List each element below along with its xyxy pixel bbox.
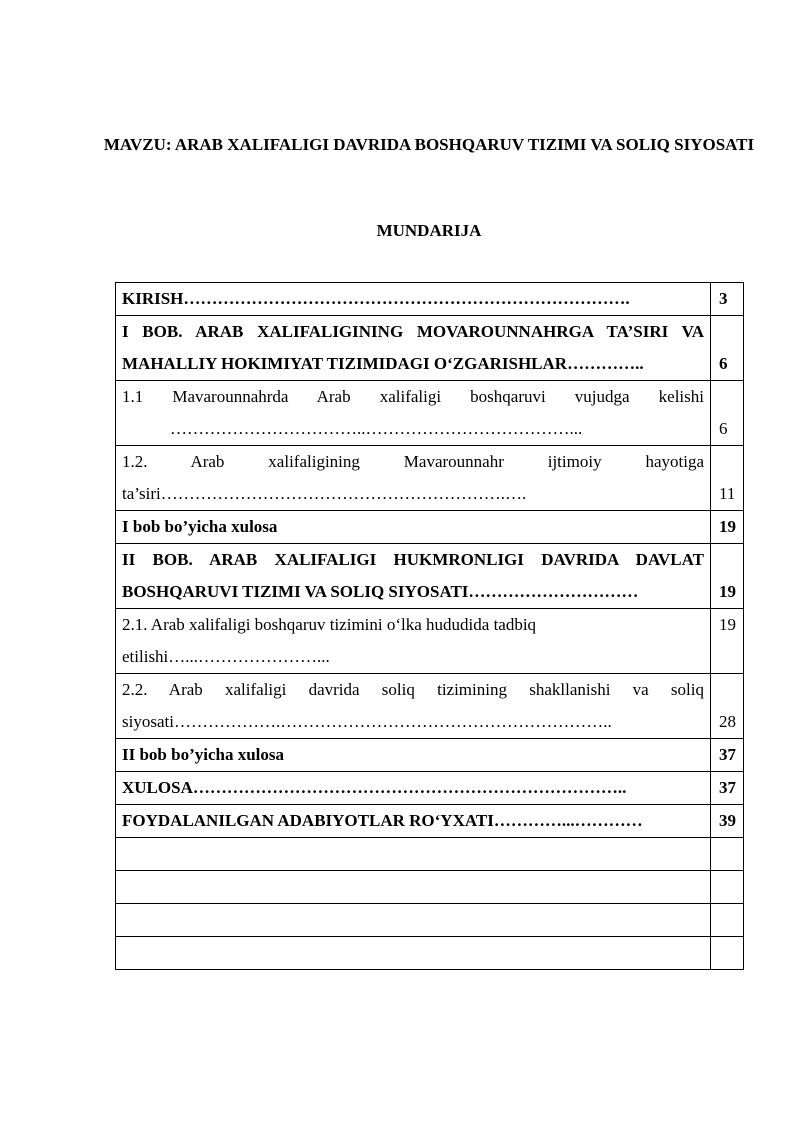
toc-entry-text: I BOB. ARAB XALIFALIGINING MOVAROUNNAHRGA TA’SIRI VA MAHALLIY HOKIMIYAT TIZIMIDAGI O‘ZGARISHLAR…………..: [116, 316, 711, 381]
empty-cell: [711, 838, 744, 871]
toc-row-chapter-1: [116, 316, 744, 381]
toc-empty-row: [116, 838, 744, 871]
toc-entry-text: II BOB. ARAB XALIFALIGI HUKMRONLIGI DAVRIDA DAVLAT BOSHQARUVI TIZIMI VA SOLIQ SIYOSATI…………………………: [116, 544, 711, 609]
toc-row-section-1-1: [116, 381, 744, 446]
toc-row-chapter-1-conclusion: [116, 511, 744, 544]
empty-cell: [116, 871, 711, 904]
toc-page-number: 37: [711, 772, 744, 805]
toc-row-section-2-2: [116, 674, 744, 739]
toc-row-kirish: [116, 283, 744, 316]
toc-page-number: 28: [711, 674, 744, 739]
toc-row-section-2-1: [116, 609, 744, 674]
toc-page-number: 37: [711, 739, 744, 772]
toc-page-number: 19: [711, 544, 744, 609]
toc-entry-text: II bob bo’yicha xulosa: [116, 739, 711, 772]
contents-heading: MUNDARIJA: [376, 221, 482, 240]
empty-cell: [116, 937, 711, 970]
empty-cell: [711, 904, 744, 937]
toc-row-xulosa: [116, 772, 744, 805]
toc-entry-text: 1.2. Arab xalifaligining Mavarounnahr ijtimoiy hayotiga ta’siri…………………………………………………….….: [116, 446, 711, 511]
toc-empty-row: [116, 904, 744, 937]
toc-page-number: 11: [711, 446, 744, 511]
empty-cell: [711, 871, 744, 904]
toc-row-bibliography: [116, 805, 744, 838]
toc-page-number: 19: [711, 609, 744, 674]
toc-entry-cell: [116, 381, 711, 446]
toc-page-number: 6: [711, 316, 744, 381]
toc-entry-leader: ……………………………..………………………………...: [170, 419, 583, 438]
toc-empty-row: [116, 937, 744, 970]
toc-entry-text: XULOSA…………………………………………………………………..: [116, 772, 711, 805]
toc-row-section-1-2: [116, 446, 744, 511]
empty-cell: [116, 904, 711, 937]
toc-page-number: 39: [711, 805, 744, 838]
toc-row-chapter-2-conclusion: [116, 739, 744, 772]
empty-cell: [711, 937, 744, 970]
toc-entry-text: I bob bo’yicha xulosa: [116, 511, 711, 544]
toc-entry-text: 2.1. Arab xalifaligi boshqaruv tizimini o‘lka hududida tadbiq: [122, 615, 537, 634]
toc-entry-text: 1.1 Mavarounnahrda Arab xalifaligi boshqaruvi vujudga kelishi: [122, 387, 704, 406]
toc-entry-leader: etilishi…...…………………...: [122, 647, 330, 666]
toc-row-chapter-2: [116, 544, 744, 609]
toc-empty-row: [116, 871, 744, 904]
toc-page-number: 6: [711, 381, 744, 446]
document-title: MAVZU: ARAB XALIFALIGI DAVRIDA BOSHQARUV TIZIMI VA SOLIQ SIYOSATI: [103, 135, 755, 154]
toc-page-number: 19: [711, 511, 744, 544]
toc-page-number: 3: [711, 283, 744, 316]
toc-entry-text: 2.2. Arab xalifaligi davrida soliq tizimining shakllanishi va soliq siyosati……………….…………………………………………………..: [116, 674, 711, 739]
toc-entry-text: KIRISH…………………………………………………………………….: [116, 283, 711, 316]
toc-entry-text: FOYDALANILGAN ADABIYOTLAR RO‘YXATI…………...…………: [116, 805, 711, 838]
empty-cell: [116, 838, 711, 871]
table-of-contents: [115, 282, 744, 970]
toc-entry-cell: [116, 609, 711, 674]
